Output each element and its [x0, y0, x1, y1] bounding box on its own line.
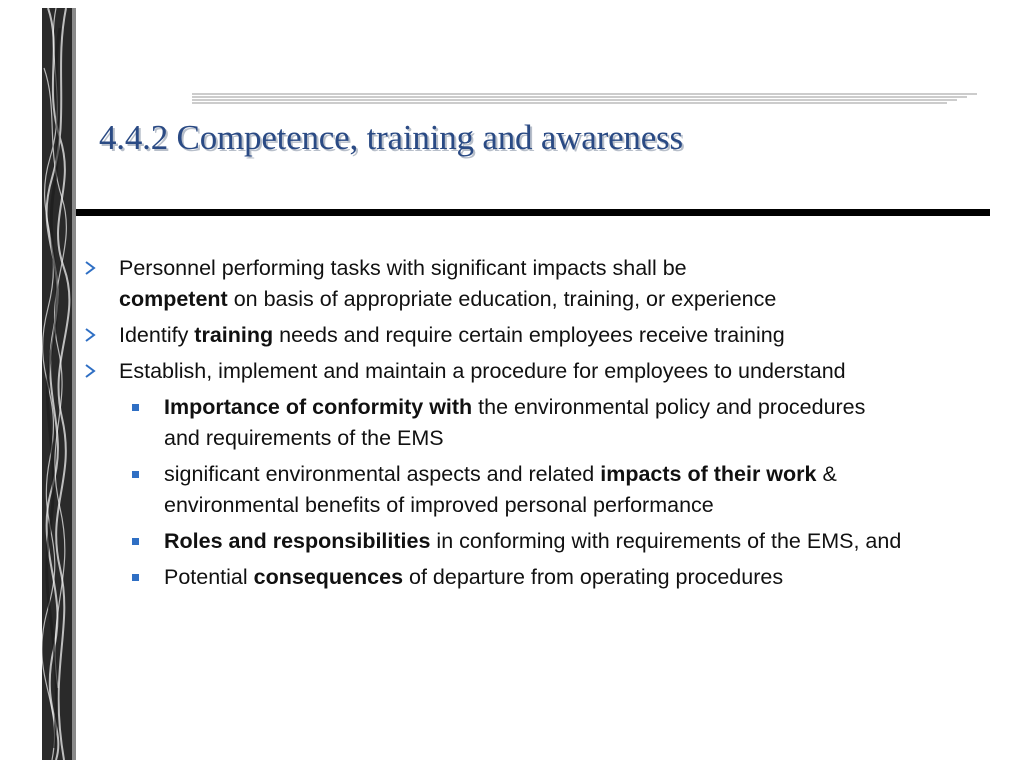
sub-bullet-text: in conforming with requirements of the EMS, and [430, 529, 902, 553]
sub-bullet-bold: Roles and responsibilities [164, 529, 431, 553]
sub-bullet-text: of departure from operating procedures [403, 565, 784, 589]
bullet-item [80, 356, 940, 387]
bullet-text: Personnel performing tasks with significant impacts shall be [119, 256, 687, 280]
bullet-text: needs and require certain employees receive training [273, 323, 785, 347]
sub-bullet-text: Potential [164, 565, 254, 589]
sub-bullet-item [80, 562, 940, 593]
arrow-bullet-icon [83, 327, 97, 343]
sub-bullet-bold: consequences [253, 565, 404, 589]
arrow-bullet-icon [83, 260, 97, 276]
sub-bullet-text: the environmental policy and procedures and requirements of the EMS [164, 395, 866, 450]
sub-bullet-bold: impacts of their work [600, 462, 817, 486]
sub-bullet-text: significant environmental aspects and related [164, 462, 601, 486]
marble-texture-icon [42, 8, 76, 760]
slide-body [80, 253, 940, 598]
bullet-item [80, 320, 940, 351]
arrow-bullet-icon [83, 363, 97, 379]
square-bullet-icon [132, 574, 139, 581]
sub-bullet-item [80, 526, 940, 557]
sub-bullet-text: & environmental benefits of improved personal performance [164, 462, 837, 517]
square-bullet-icon [132, 538, 139, 545]
square-bullet-icon [132, 404, 139, 411]
sub-bullet-bold: Importance of conformity with [164, 395, 473, 419]
bullet-bold: competent [119, 287, 228, 311]
decorative-top-rules [192, 92, 977, 104]
title-divider-bar [76, 209, 990, 216]
sub-bullet-item [80, 459, 940, 521]
bullet-item [80, 253, 940, 315]
bullet-text: on basis of appropriate education, training, or experience [227, 287, 777, 311]
decorative-side-strip [42, 8, 76, 760]
slide-title: 4.4.2 Competence, training and awareness [99, 118, 683, 157]
bullet-bold: training [194, 323, 274, 347]
square-bullet-icon [132, 471, 139, 478]
bullet-text: Establish, implement and maintain a procedure for employees to understand [119, 359, 846, 383]
sub-bullet-item [80, 392, 940, 454]
bullet-text: Identify [119, 323, 195, 347]
